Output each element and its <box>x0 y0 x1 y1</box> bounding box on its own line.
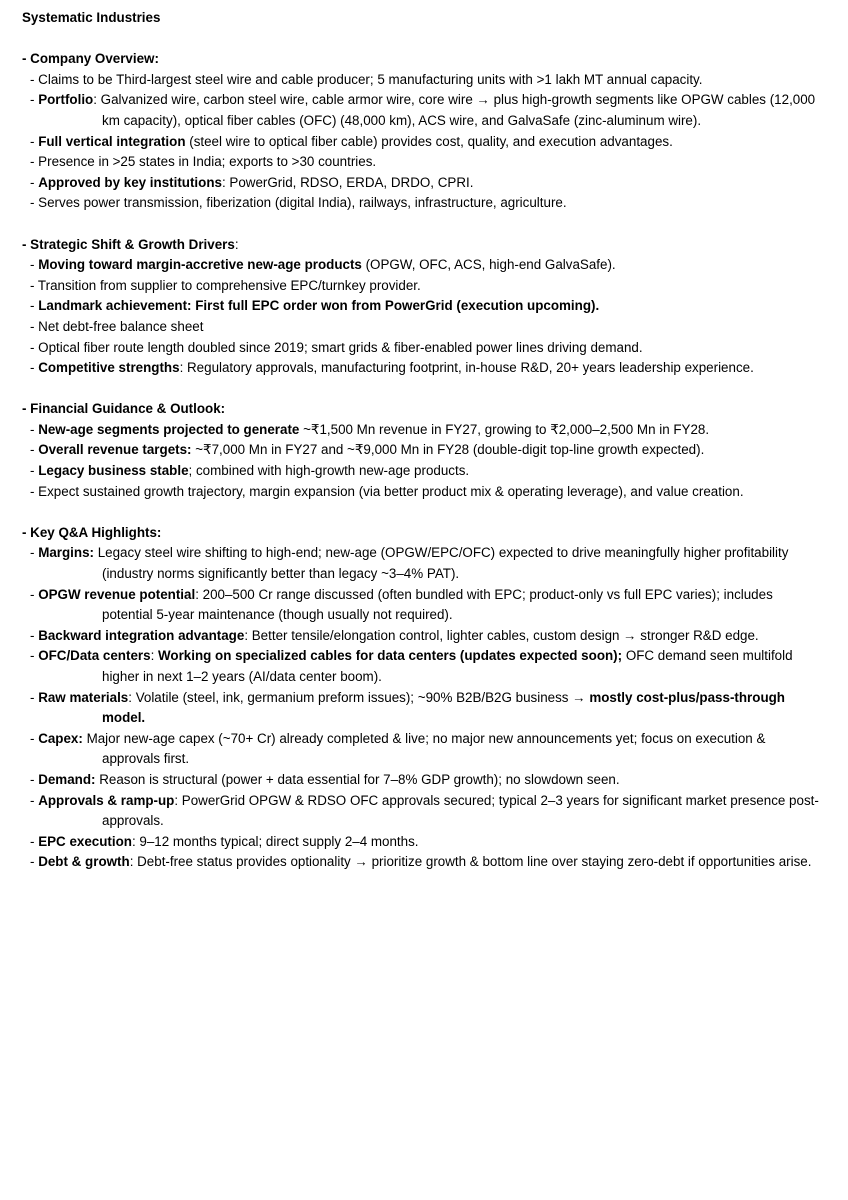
bullet-bold-text: Approved by key institutions <box>38 174 222 190</box>
section <box>22 49 822 214</box>
bullet-bold-text: mostly cost-plus/pass-through model. <box>102 689 785 726</box>
bullet-item <box>22 832 822 853</box>
bullet-item <box>22 543 822 584</box>
bullet-text: - <box>30 545 39 561</box>
section-heading <box>22 523 822 544</box>
bullet-bold-text: Backward integration advantage <box>38 627 245 643</box>
bullet-bold-text: Landmark achievement: First full EPC order won from PowerGrid (execution upcoming). <box>38 298 600 314</box>
bullet-bold-text: Approvals & ramp-up <box>38 792 175 808</box>
section-heading-text: - Financial Guidance & Outlook: <box>22 401 226 417</box>
bullet-item <box>22 358 822 379</box>
bullet-text: - <box>30 133 39 149</box>
bullet-text: - <box>30 627 39 643</box>
bullet-text: Reason is structural (power + data essential for 7–8% GDP growth); no slowdown seen. <box>95 771 620 787</box>
bullet-text: : PowerGrid OPGW & RDSO OFC approvals secured; typical 2–3 years for significant market presence post-approvals. <box>102 792 819 829</box>
bullet-item <box>22 791 822 832</box>
bullet-text: - Presence in >25 states in India; exports to >30 countries. <box>30 154 377 170</box>
bullet-text: : Galvanized wire, carbon steel wire, cable armor wire, core wire → plus high-growth segments like OPGW cables (12,000 km capacity), optical fiber cables (OFC) (48,000 km), ACS wire, and GalvaSafe (zinc-aluminum wire). <box>93 92 816 128</box>
bullet-text: - <box>30 298 39 314</box>
bullet-bold-text: Margins: <box>38 545 94 561</box>
bullet-text: - <box>30 648 39 664</box>
bullet-text: - Claims to be Third-largest steel wire and cable producer; 5 manufacturing units with >1 lakh MT annual capacity. <box>30 71 703 87</box>
bullet-text: : <box>150 648 159 664</box>
bullet-text: Legacy steel wire shifting to high-end; new-age (OPGW/EPC/OFC) expected to drive meaningfully higher profitability (industry norms significantly better than legacy ~3–4% PAT). <box>94 545 789 582</box>
bullet-text: : Volatile (steel, ink, germanium preform issues); ~90% B2B/B2G business → <box>128 689 590 705</box>
bullet-bold-text: OFC/Data centers <box>38 648 151 664</box>
bullet-text: - Expect sustained growth trajectory, margin expansion (via better product mix & operating leverage), and value creation. <box>30 483 744 499</box>
bullet-bold-text: Competitive strengths <box>38 360 180 376</box>
bullet-text: - Transition from supplier to comprehensive EPC/turnkey provider. <box>30 277 421 293</box>
bullet-text: : Regulatory approvals, manufacturing footprint, in-house R&D, 20+ years leadership experience. <box>179 360 754 376</box>
bullet-text: - <box>30 730 39 746</box>
bullet-text: - <box>30 257 39 273</box>
bullet-bold-text: Overall revenue targets: <box>38 442 192 458</box>
bullet-item <box>22 626 822 647</box>
bullet-bold-text: EPC execution <box>38 833 132 849</box>
bullet-text: ; combined with high-growth new-age products. <box>188 463 470 479</box>
section-heading-suffix: : <box>234 236 239 252</box>
bullet-text: - Net debt-free balance sheet <box>30 318 204 334</box>
bullet-item <box>22 132 822 153</box>
bullet-item <box>22 90 822 131</box>
bullet-text: ~₹1,500 Mn revenue in FY27, growing to ₹2,000–2,500 Mn in FY28. <box>299 421 710 437</box>
bullet-text: (steel wire to optical fiber cable) provides cost, quality, and execution advantages. <box>185 133 673 149</box>
bullet-bold-text: OPGW revenue potential <box>38 586 196 602</box>
bullet-item <box>22 173 822 194</box>
bullet-text: - <box>30 771 39 787</box>
spacer <box>22 502 822 523</box>
section-heading-text: - Key Q&A Highlights: <box>22 524 162 540</box>
bullet-text: ~₹7,000 Mn in FY27 and ~₹9,000 Mn in FY28 (double-digit top-line growth expected). <box>191 442 705 458</box>
bullet-text: (OPGW, OFC, ACS, high-end GalvaSafe). <box>361 257 616 273</box>
section <box>22 399 822 502</box>
bullet-item <box>22 338 822 359</box>
bullet-bold-text: Raw materials <box>38 689 129 705</box>
bullet-item <box>22 729 822 770</box>
bullet-text: - <box>30 854 39 870</box>
sections-container <box>22 49 822 873</box>
bullet-text: - <box>30 463 39 479</box>
bullet-item <box>22 317 822 338</box>
bullet-item <box>22 255 822 276</box>
bullet-text: - <box>30 92 39 108</box>
bullet-bold-text: New-age segments projected to generate <box>38 421 300 437</box>
bullet-text: - Optical fiber route length doubled since 2019; smart grids & fiber-enabled power lines driving demand. <box>30 339 643 355</box>
bullet-bold-text: Capex: <box>38 730 83 746</box>
bullet-text: - <box>30 833 39 849</box>
bullet-item <box>22 276 822 297</box>
bullet-item <box>22 688 822 729</box>
bullet-item <box>22 482 822 503</box>
section-heading <box>22 49 822 70</box>
bullet-text: - <box>30 421 39 437</box>
bullet-bold-text: Legacy business stable <box>38 463 189 479</box>
bullet-bold-text: Demand: <box>38 771 96 787</box>
bullet-bold-text: Moving toward margin-accretive new-age products <box>38 257 362 273</box>
bullet-text: : Debt-free status provides optionality → prioritize growth & bottom line over staying zero-debt if opportunities arise. <box>129 854 812 870</box>
bullet-text: : 200–500 Cr range discussed (often bundled with EPC; product-only vs full EPC varies); includes potential 5-year maintenance (though usually not required). <box>102 586 773 623</box>
bullet-text: - <box>30 360 39 376</box>
bullet-text: Major new-age capex (~70+ Cr) already completed & live; no major new announcements yet; focus on execution & approvals first. <box>82 730 766 767</box>
bullet-text: : PowerGrid, RDSO, ERDA, DRDO, CPRI. <box>221 174 474 190</box>
document-page <box>22 8 822 873</box>
bullet-item <box>22 852 822 873</box>
bullet-text: : 9–12 months typical; direct supply 2–4 months. <box>131 833 419 849</box>
bullet-item <box>22 296 822 317</box>
section <box>22 235 822 379</box>
bullet-bold-text: Working on specialized cables for data centers (updates expected soon); <box>158 648 623 664</box>
bullet-bold-text: Debt & growth <box>38 854 130 870</box>
bullet-item <box>22 770 822 791</box>
document-title: Systematic Industries <box>22 10 161 25</box>
section-heading-text: - Strategic Shift & Growth Drivers <box>22 236 235 252</box>
section-heading <box>22 235 822 256</box>
bullet-text: - <box>30 689 39 705</box>
spacer <box>22 214 822 235</box>
bullet-text: - <box>30 442 39 458</box>
bullet-text: OFC demand seen multifold higher in next 1–2 years (AI/data center boom). <box>102 648 793 684</box>
spacer <box>22 379 822 400</box>
bullet-text: - <box>30 586 39 602</box>
bullet-bold-text: Portfolio <box>38 92 94 108</box>
section-heading-text: - Company Overview: <box>22 51 159 67</box>
bullet-item <box>22 70 822 91</box>
bullet-text: - <box>30 792 39 808</box>
bullet-item <box>22 461 822 482</box>
bullet-item <box>22 440 822 461</box>
bullet-text: - <box>30 174 39 190</box>
bullet-item <box>22 193 822 214</box>
section <box>22 523 822 873</box>
bullet-text: - Serves power transmission, fiberization (digital India), railways, infrastructure, agriculture. <box>30 195 567 211</box>
bullet-item <box>22 152 822 173</box>
bullet-item <box>22 585 822 626</box>
bullet-item <box>22 420 822 441</box>
spacer <box>22 29 822 50</box>
bullet-text: : Better tensile/elongation control, lighter cables, custom design → stronger R&D edge. <box>244 627 759 643</box>
bullet-item <box>22 646 822 687</box>
section-heading <box>22 399 822 420</box>
bullet-bold-text: Full vertical integration <box>38 133 186 149</box>
